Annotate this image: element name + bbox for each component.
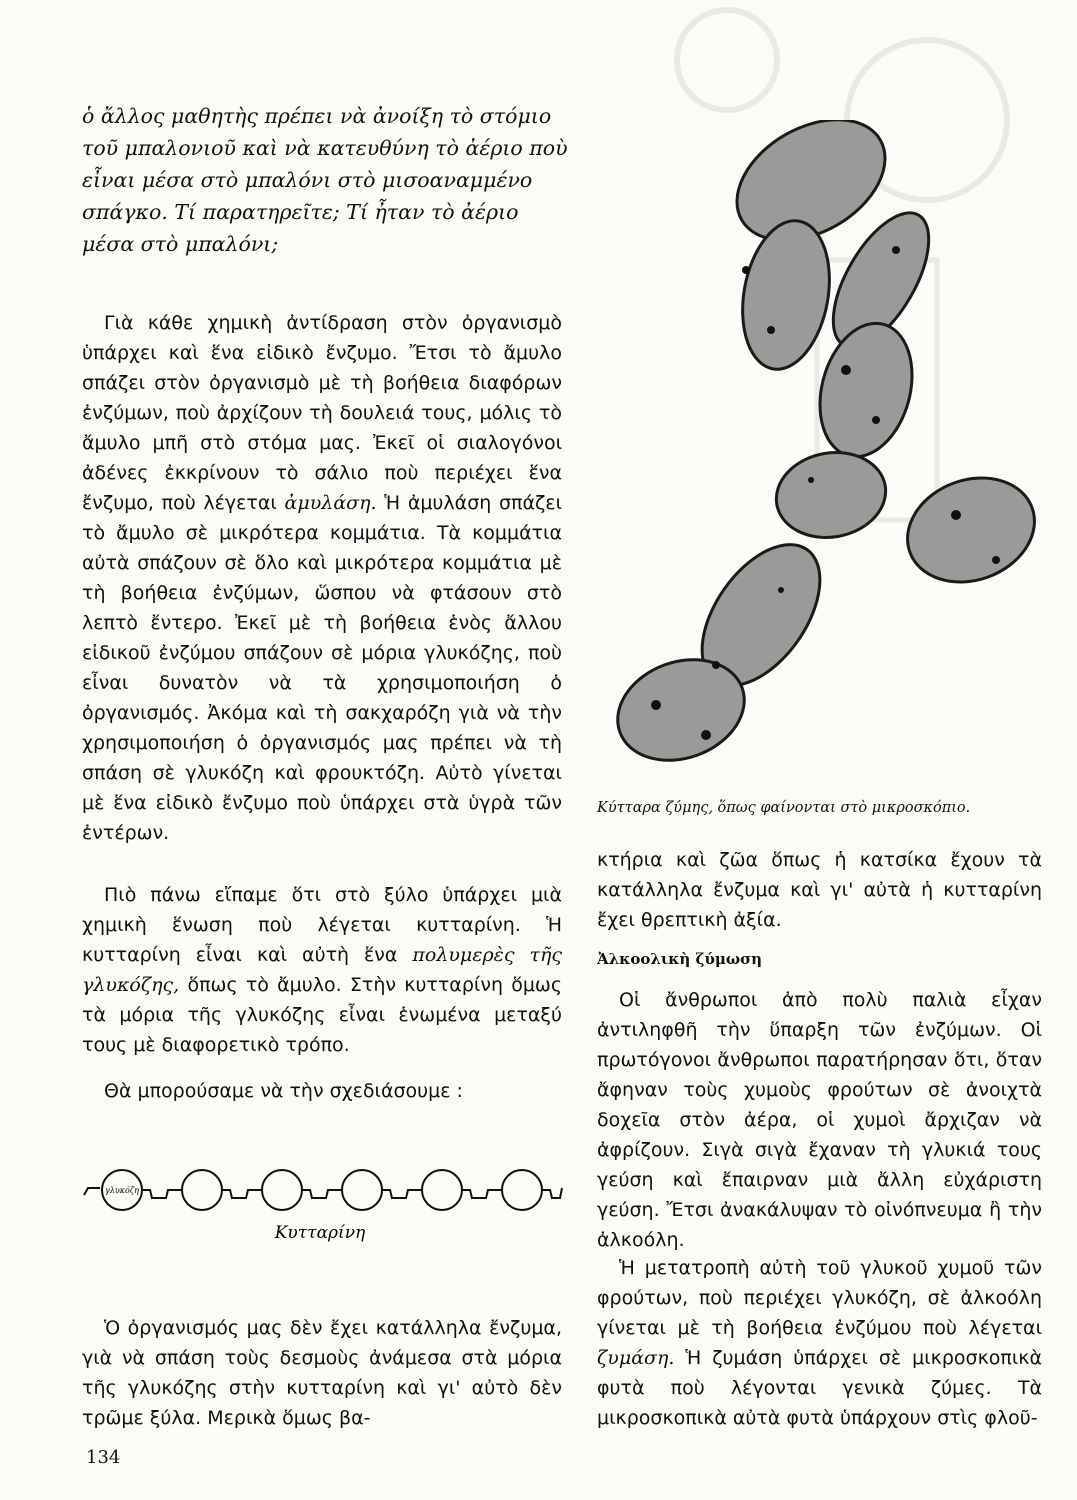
- paragraph-people: Οἱ ἄνθρωποι ἀπὸ πολὺ παλιὰ εἶχαν ἀντιληφθῆ τὴν ὕπαρξη τῶν ἐνζύμων. Οἱ πρωτόγονοι ἄνθρωποι παρατήρησαν ὅτι, ὅταν ἄφηναν τοὺς χυμοὺς φρούτων σὲ ἀνοιχτὰ δοχεῖα στὸν ἀέρα, οἱ χυμοὶ ἄρχιζαν νὰ ἀφρίζουν. Σιγὰ σιγὰ ἔχαναν τὴ γλυκιά τους γεύση καὶ ἔπαιρναν μιὰ ἄλλη εὐχάριστη γεύση. Ἔτσι ἀνακάλυψαν τὸ οἰνόπνευμα ἢ τὴν ἀλκοόλη.: [597, 989, 1042, 1251]
- paragraph-cellulose: [82, 880, 562, 1060]
- paragraph-organism: Ὁ ὀργανισμός μας δὲν ἔχει κατάλληλα ἔνζυμα, γιὰ νὰ σπάση τοὺς δεσμοὺς ἀνάμεσα στὰ μόρια τῆς γλυκόζης στὴν κυτταρίνη καὶ γι' αὐτὸ δὲν τρῶμε ξύλα. Μερικὰ ὅμως βα-: [82, 1317, 562, 1429]
- yeast-cells-micrograph: [596, 120, 1066, 800]
- paragraph-enzymes-part1: Γιὰ κάθε χημικὴ ἀντίδραση στὸν ὀργανισμὸ ὑπάρχει καὶ ἕνα εἰδικὸ ἔνζυμο. Ἔτσι τὸ ἄμυλο σπάζει στὸν ὀργανισμὸ μὲ τὴ βοήθεια διαφόρων ἐνζύμων, ποὺ ἀρχίζουν τὴ δουλειά τους, μόλις τὸ ἄμυλο μπῆ στὸ στόμα μας. Ἐκεῖ οἱ σιαλογόνοι ἀδένες ἐκκρίνουν τὸ σάλιο ποὺ περιέχει ἕνα ἔνζυμο, ποὺ λέγεται: [82, 312, 562, 514]
- chain-end-bond: [542, 1188, 562, 1198]
- chain-bond: [462, 1190, 502, 1198]
- paragraph-enzymes-part2: Ἡ ἀμυλάση σπάζει τὸ ἄμυλο σὲ μικρότερα κομμάτια. Τὰ κομμάτια αὐτὰ σπάζουν σὲ ὅλο καὶ μικρότερα κομμάτια μὲ τὴ βοήθεια ἐνζύμων, ὥσπου νὰ φτάσουν στὸ λεπτὸ ἔντερο. Ἐκεῖ μὲ τὴ βοήθεια ἑνὸς ἄλλου εἰδικοῦ ἐνζύμου σπάζουν σὲ μόρια γλυκόζης, ποὺ εἶναι δυνατὸν νὰ τὰ χρησιμοποιήση ὁ ὀργανισμός. Ἀκόμα καὶ τὴ σακχαρόζη γιὰ νὰ τὴν χρησιμοποιήση ὁ ὀργανισμός μας πρέπει νὰ τὴ σπάση σὲ γλυκόζη καὶ φρουκτόζη. Αὐτὸ γίνεται μὲ ἕνα εἰδικὸ ἔνζυμο ποὺ ὑπάρχει στὰ ὑγρὰ τῶν ἐντέρων.: [82, 492, 563, 844]
- yeast-cell: [732, 214, 841, 376]
- glucose-ring: [262, 1170, 302, 1210]
- glucose-ring: [422, 1170, 462, 1210]
- paragraph-transformation-part2: Ἡ ζυμάση ὑπάρχει σὲ μικροσκοπικὰ φυτὰ ποὺ λέγονται γενικὰ ζύμες. Τὰ μικροσκοπικὰ αὐτὰ φυτὰ ὑπάρχουν στὶς φλοῦ-: [597, 1347, 1042, 1429]
- amylase-term: ἀμυλάση.: [284, 492, 377, 514]
- zymase-term: ζυμάση.: [597, 1347, 675, 1369]
- chain-start-bond: [84, 1188, 100, 1195]
- chain-bond: [222, 1190, 262, 1198]
- yeast-cell: [806, 313, 926, 467]
- paragraph-transformation-part1: Ἡ μετατροπὴ αὐτὴ τοῦ γλυκοῦ χυμοῦ τῶν φρούτων, ποὺ περιέχει γλυκόζη, σὲ ἀλκοόλη γίνεται μὲ τὴ βοήθεια ἐνζύμου ποὺ λέγεται: [597, 1257, 1042, 1339]
- micrograph-caption: Κύτταρα ζύμης, ὅπως φαίνονται στὸ μικροσκόπιο.: [597, 800, 971, 816]
- cellulose-chain-diagram: [80, 1150, 570, 1250]
- paragraph-transformation: [597, 1253, 1042, 1433]
- yeast-cell: [770, 444, 893, 546]
- glucose-label: γλυκόζη: [105, 1186, 139, 1195]
- section-heading-fermentation: Ἀλκοολικὴ ζύμωση: [597, 950, 763, 968]
- chain-bond: [142, 1190, 182, 1198]
- polymer-term: πολυμερὲς τῆς γλυκόζης,: [82, 944, 562, 996]
- page-number: 134: [86, 1447, 121, 1468]
- glucose-ring: [502, 1170, 542, 1210]
- paragraph-cellulose-part2: ὅπως τὸ ἄμυλο. Στὴν κυτταρίνη ὅμως τὰ μόρια τῆς γλυκόζης εἶναι ἑνωμένα μεταξύ τους μὲ διαφορετικὸ τρόπο.: [82, 974, 562, 1056]
- paragraph-bacteria: κτήρια καὶ ζῶα ὅπως ἡ κατσίκα ἔχουν τὰ κατάλληλα ἔνζυμα καὶ γι' αὐτὰ ἡ κυτταρίνη ἔχει θρεπτικὴ ἀξία.: [597, 849, 1042, 931]
- chain-bond: [382, 1190, 422, 1198]
- yeast-cell: [893, 461, 1049, 599]
- diagram-caption: Κυτταρίνη: [274, 1223, 366, 1243]
- intro-italic-text: ὁ ἄλλος μαθητὴς πρέπει νὰ ἀνοίξη τὸ στόμιο τοῦ μπαλονιοῦ καὶ νὰ κατευθύνη τὸ ἀέριο ποὺ εἶναι μέσα στὸ μπαλόνι στὸ μισοαναμμένο σπάγκο. Τί παρατηρεῖτε; Τί ἦταν τὸ ἀέριο μέσα στὸ μπαλόνι;: [82, 104, 568, 256]
- paragraph-enzymes: [82, 308, 562, 848]
- glucose-ring: [182, 1170, 222, 1210]
- glucose-ring: [342, 1170, 382, 1210]
- chain-bond: [302, 1190, 342, 1198]
- paragraph-draw: Θὰ μπορούσαμε νὰ τὴν σχεδιάσουμε :: [104, 1080, 463, 1102]
- paragraph-cellulose-part1: Πιὸ πάνω εἴπαμε ὅτι στὸ ξύλο ὑπάρχει μιὰ χημικὴ ἕνωση ποὺ λέγεται κυτταρίνη. Ἡ κυτταρίνη εἶναι καὶ αὐτὴ ἕνα: [82, 884, 562, 966]
